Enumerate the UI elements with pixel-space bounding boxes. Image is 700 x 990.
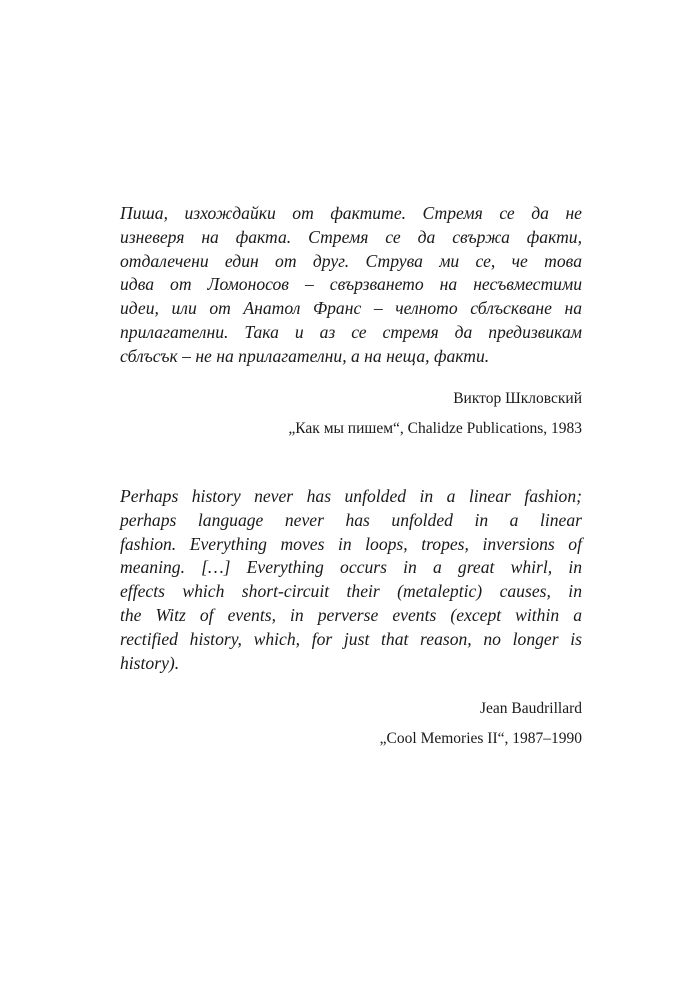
quote-line: изневеря на факта. Стремя се да свържа факти, <box>120 226 582 247</box>
epigraph-author: Виктор Шкловский <box>453 389 582 407</box>
quote-line: perhaps language never has unfolded in a linear <box>120 509 582 530</box>
quote-line: history). <box>120 652 180 673</box>
quote-line: прилагателни. Така и аз се стремя да предизвикам <box>120 321 582 342</box>
epigraph-baudrillard <box>120 485 582 749</box>
epigraph-quote <box>120 202 582 369</box>
epigraph-quote <box>120 485 582 675</box>
quote-line: идеи, или от Анатол Франс – челното сблъскване на <box>120 298 582 319</box>
quote-line: meaning. […] Everything occurs in a great whirl, in <box>120 557 582 578</box>
quote-line: Perhaps history never has unfolded in a linear fashion; <box>120 486 582 506</box>
quote-line: идва от Ломоносов – свързването на несъвместими <box>120 274 582 295</box>
quote-line: effects which short-circuit their (metaleptic) causes, in <box>120 581 582 602</box>
epigraph-shklovsky <box>120 202 582 439</box>
quote-line: the Witz of events, in perverse events (except within a <box>120 604 582 625</box>
quote-line: Пиша, изхождайки от фактите. Стремя се да не <box>120 203 582 223</box>
quote-line: сблъсък – не на прилагателни, а на неща, факти. <box>120 345 490 366</box>
epigraph-source: „Как мы пишем“, Chalidze Publications, 1983 <box>288 419 582 437</box>
quote-line: fashion. Everything moves in loops, tropes, inversions of <box>120 533 582 554</box>
epigraph-source: „Cool Memories II“, 1987–1990 <box>379 730 582 748</box>
quote-line: отдалечени един от друг. Струва ми се, че това <box>120 250 582 271</box>
quote-line: rectified history, which, for just that reason, no longer is <box>120 628 582 649</box>
epigraph-author: Jean Baudrillard <box>479 700 582 718</box>
